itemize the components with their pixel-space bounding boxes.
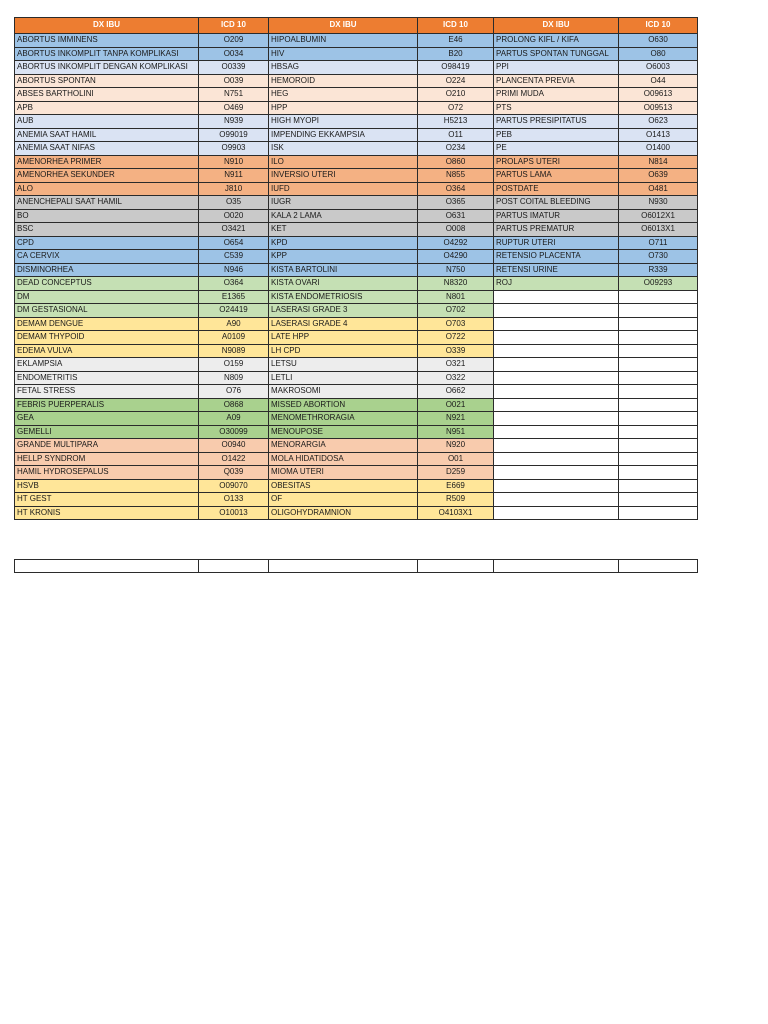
cell-dx-ibu-1: FETAL STRESS: [15, 385, 199, 399]
cell-dx-ibu-3: PRIMI MUDA: [494, 88, 619, 102]
cell-dx-ibu-2: KALA 2 LAMA: [269, 209, 418, 223]
cell-dx-ibu-1: AUB: [15, 115, 199, 129]
cell-icd10-3: [619, 358, 698, 372]
cell-icd10-2: O234: [418, 142, 494, 156]
cell-dx-ibu-2: HIV: [269, 47, 418, 61]
cell-icd10-3: [619, 385, 698, 399]
cell-icd10-1: O3421: [199, 223, 269, 237]
cell-dx-ibu-3: [494, 385, 619, 399]
cell-dx-ibu-3: [494, 290, 619, 304]
cell-icd10-1: E1365: [199, 290, 269, 304]
cell-dx-ibu-1: EDEMA VULVA: [15, 344, 199, 358]
table-row: [15, 439, 698, 453]
cell-dx-ibu-3: RUPTUR UTERI: [494, 236, 619, 250]
cell-icd10-1: N9089: [199, 344, 269, 358]
table-row: [15, 398, 698, 412]
cell-icd10-1: N939: [199, 115, 269, 129]
cell-icd10-1: O020: [199, 209, 269, 223]
cell-icd10-1: Q039: [199, 466, 269, 480]
table-row: [15, 142, 698, 156]
table-row: [15, 290, 698, 304]
cell-icd10-2: O008: [418, 223, 494, 237]
cell-dx-ibu-2: IMPENDING EKKAMPSIA: [269, 128, 418, 142]
cell-dx-ibu-3: [494, 344, 619, 358]
empty-row: [15, 560, 698, 573]
cell-dx-ibu-3: [494, 304, 619, 318]
cell-icd10-3: [619, 493, 698, 507]
cell-icd10-2: H5213: [418, 115, 494, 129]
cell-icd10-2: N920: [418, 439, 494, 453]
cell-icd10-2: N8320: [418, 277, 494, 291]
table-row: [15, 466, 698, 480]
empty-cell: [494, 560, 619, 573]
header-dx-ibu-2: DX IBU: [269, 18, 418, 34]
cell-dx-ibu-3: PARTUS PRESIPITATUS: [494, 115, 619, 129]
table-row: [15, 425, 698, 439]
cell-dx-ibu-2: MAKROSOMI: [269, 385, 418, 399]
cell-dx-ibu-3: PARTUS IMATUR: [494, 209, 619, 223]
cell-icd10-1: O039: [199, 74, 269, 88]
cell-dx-ibu-1: DEAD CONCEPTUS: [15, 277, 199, 291]
cell-icd10-2: N750: [418, 263, 494, 277]
cell-dx-ibu-3: [494, 479, 619, 493]
cell-dx-ibu-1: GEMELLI: [15, 425, 199, 439]
cell-dx-ibu-2: HIPOALBUMIN: [269, 34, 418, 48]
cell-icd10-2: O703: [418, 317, 494, 331]
cell-icd10-3: [619, 439, 698, 453]
cell-dx-ibu-1: DM GESTASIONAL: [15, 304, 199, 318]
cell-icd10-3: O1413: [619, 128, 698, 142]
cell-dx-ibu-1: ANEMIA SAAT HAMIL: [15, 128, 199, 142]
cell-icd10-1: O1422: [199, 452, 269, 466]
cell-icd10-2: O860: [418, 155, 494, 169]
cell-icd10-1: O654: [199, 236, 269, 250]
cell-dx-ibu-3: POST COITAL BLEEDING: [494, 196, 619, 210]
cell-icd10-3: O481: [619, 182, 698, 196]
cell-dx-ibu-1: DISMINORHEA: [15, 263, 199, 277]
cell-dx-ibu-2: KISTA ENDOMETRIOSIS: [269, 290, 418, 304]
cell-dx-ibu-3: RETENSI URINE: [494, 263, 619, 277]
empty-cell: [418, 560, 494, 573]
cell-dx-ibu-1: HELLP SYNDROM: [15, 452, 199, 466]
cell-icd10-3: O09613: [619, 88, 698, 102]
cell-dx-ibu-1: BSC: [15, 223, 199, 237]
cell-dx-ibu-1: AMENORHEA SEKUNDER: [15, 169, 199, 183]
cell-icd10-2: N801: [418, 290, 494, 304]
cell-dx-ibu-1: FEBRIS PUERPERALIS: [15, 398, 199, 412]
cell-dx-ibu-2: LETLI: [269, 371, 418, 385]
cell-icd10-2: O662: [418, 385, 494, 399]
cell-dx-ibu-3: [494, 439, 619, 453]
cell-dx-ibu-1: ANENCHEPALI SAAT HAMIL: [15, 196, 199, 210]
cell-icd10-2: O210: [418, 88, 494, 102]
table-row: [15, 196, 698, 210]
cell-icd10-1: O76: [199, 385, 269, 399]
cell-icd10-1: O159: [199, 358, 269, 372]
empty-cell: [199, 560, 269, 573]
cell-dx-ibu-1: DM: [15, 290, 199, 304]
cell-dx-ibu-2: ISK: [269, 142, 418, 156]
cell-icd10-2: O021: [418, 398, 494, 412]
cell-icd10-1: A90: [199, 317, 269, 331]
cell-dx-ibu-1: HT GEST: [15, 493, 199, 507]
cell-dx-ibu-2: OF: [269, 493, 418, 507]
cell-icd10-1: J810: [199, 182, 269, 196]
cell-icd10-3: O6012X1: [619, 209, 698, 223]
cell-dx-ibu-3: PROLAPS UTERI: [494, 155, 619, 169]
icd-table: [14, 17, 698, 520]
cell-icd10-3: O09513: [619, 101, 698, 115]
cell-icd10-3: O6013X1: [619, 223, 698, 237]
cell-icd10-1: N910: [199, 155, 269, 169]
header-dx-ibu-3: DX IBU: [494, 18, 619, 34]
cell-icd10-3: [619, 506, 698, 520]
cell-icd10-1: O30099: [199, 425, 269, 439]
table-row: [15, 128, 698, 142]
cell-icd10-2: O4290: [418, 250, 494, 264]
cell-icd10-3: [619, 304, 698, 318]
cell-icd10-3: [619, 452, 698, 466]
cell-dx-ibu-2: KPD: [269, 236, 418, 250]
cell-icd10-3: O623: [619, 115, 698, 129]
table-row: [15, 74, 698, 88]
table-row: [15, 223, 698, 237]
table-row: [15, 412, 698, 426]
table-row: [15, 493, 698, 507]
cell-dx-ibu-2: MENOMETHRORAGIA: [269, 412, 418, 426]
cell-dx-ibu-3: [494, 452, 619, 466]
cell-icd10-2: R509: [418, 493, 494, 507]
table-row: [15, 236, 698, 250]
cell-dx-ibu-2: MOLA HIDATIDOSA: [269, 452, 418, 466]
cell-icd10-2: O339: [418, 344, 494, 358]
cell-dx-ibu-1: ABORTUS INKOMPLIT DENGAN KOMPLIKASI: [15, 61, 199, 75]
table-row: [15, 317, 698, 331]
cell-icd10-3: R339: [619, 263, 698, 277]
cell-icd10-1: O0940: [199, 439, 269, 453]
cell-icd10-3: O639: [619, 169, 698, 183]
cell-icd10-1: O09070: [199, 479, 269, 493]
cell-icd10-1: O0339: [199, 61, 269, 75]
cell-dx-ibu-2: MENOUPOSE: [269, 425, 418, 439]
cell-icd10-1: A09: [199, 412, 269, 426]
cell-dx-ibu-1: ABORTUS INKOMPLIT TANPA KOMPLIKASI: [15, 47, 199, 61]
empty-row-table: [14, 559, 698, 573]
cell-dx-ibu-2: OLIGOHYDRAMNION: [269, 506, 418, 520]
table-row: [15, 506, 698, 520]
cell-icd10-3: O630: [619, 34, 698, 48]
cell-icd10-3: [619, 290, 698, 304]
cell-icd10-2: O631: [418, 209, 494, 223]
empty-cell: [15, 560, 199, 573]
cell-dx-ibu-1: ABORTUS SPONTAN: [15, 74, 199, 88]
cell-dx-ibu-3: [494, 371, 619, 385]
empty-cell: [619, 560, 698, 573]
cell-icd10-2: N921: [418, 412, 494, 426]
cell-dx-ibu-1: AMENORHEA PRIMER: [15, 155, 199, 169]
table-row: [15, 209, 698, 223]
cell-dx-ibu-2: KISTA BARTOLINI: [269, 263, 418, 277]
table-row: [15, 277, 698, 291]
cell-dx-ibu-3: ROJ: [494, 277, 619, 291]
cell-icd10-3: [619, 331, 698, 345]
cell-icd10-1: O034: [199, 47, 269, 61]
cell-dx-ibu-1: HSVB: [15, 479, 199, 493]
cell-icd10-2: D259: [418, 466, 494, 480]
cell-icd10-2: O01: [418, 452, 494, 466]
cell-dx-ibu-2: HEG: [269, 88, 418, 102]
cell-dx-ibu-3: [494, 317, 619, 331]
cell-dx-ibu-3: [494, 412, 619, 426]
cell-icd10-2: O72: [418, 101, 494, 115]
cell-icd10-2: O364: [418, 182, 494, 196]
cell-icd10-2: E669: [418, 479, 494, 493]
cell-icd10-3: [619, 317, 698, 331]
cell-dx-ibu-2: LETSU: [269, 358, 418, 372]
cell-icd10-2: O224: [418, 74, 494, 88]
cell-dx-ibu-2: IUFD: [269, 182, 418, 196]
cell-icd10-1: O35: [199, 196, 269, 210]
cell-icd10-3: O09293: [619, 277, 698, 291]
cell-icd10-3: O730: [619, 250, 698, 264]
table-body: [15, 34, 698, 520]
cell-dx-ibu-3: RETENSIO PLACENTA: [494, 250, 619, 264]
cell-dx-ibu-2: MENORARGIA: [269, 439, 418, 453]
cell-dx-ibu-1: GEA: [15, 412, 199, 426]
cell-dx-ibu-2: HBSAG: [269, 61, 418, 75]
cell-dx-ibu-3: [494, 466, 619, 480]
cell-icd10-3: [619, 479, 698, 493]
table-row: [15, 304, 698, 318]
cell-icd10-1: N946: [199, 263, 269, 277]
cell-dx-ibu-2: INVERSIO UTERI: [269, 169, 418, 183]
cell-dx-ibu-3: [494, 506, 619, 520]
cell-icd10-3: O711: [619, 236, 698, 250]
cell-icd10-3: [619, 398, 698, 412]
table-row: [15, 115, 698, 129]
cell-dx-ibu-1: HAMIL HYDROSEPALUS: [15, 466, 199, 480]
cell-icd10-3: O80: [619, 47, 698, 61]
table-row: [15, 385, 698, 399]
cell-icd10-1: O99019: [199, 128, 269, 142]
cell-dx-ibu-1: ANEMIA SAAT NIFAS: [15, 142, 199, 156]
table-row: [15, 34, 698, 48]
cell-dx-ibu-1: APB: [15, 101, 199, 115]
cell-icd10-1: O209: [199, 34, 269, 48]
cell-icd10-2: E46: [418, 34, 494, 48]
cell-dx-ibu-2: KISTA OVARI: [269, 277, 418, 291]
cell-icd10-1: O469: [199, 101, 269, 115]
table-row: [15, 101, 698, 115]
cell-dx-ibu-3: [494, 425, 619, 439]
cell-icd10-3: N930: [619, 196, 698, 210]
table-row: [15, 155, 698, 169]
cell-dx-ibu-3: PARTUS LAMA: [494, 169, 619, 183]
table-row: [15, 452, 698, 466]
cell-icd10-1: O364: [199, 277, 269, 291]
cell-icd10-1: A0109: [199, 331, 269, 345]
cell-icd10-1: N809: [199, 371, 269, 385]
cell-dx-ibu-1: HT KRONIS: [15, 506, 199, 520]
cell-icd10-3: N814: [619, 155, 698, 169]
cell-dx-ibu-1: CPD: [15, 236, 199, 250]
cell-icd10-3: [619, 371, 698, 385]
cell-dx-ibu-2: MISSED ABORTION: [269, 398, 418, 412]
cell-dx-ibu-1: CA CERVIX: [15, 250, 199, 264]
cell-dx-ibu-1: BO: [15, 209, 199, 223]
table-row: [15, 331, 698, 345]
cell-icd10-2: N951: [418, 425, 494, 439]
cell-icd10-1: N911: [199, 169, 269, 183]
cell-icd10-3: O1400: [619, 142, 698, 156]
cell-dx-ibu-2: OBESITAS: [269, 479, 418, 493]
cell-dx-ibu-2: HPP: [269, 101, 418, 115]
cell-dx-ibu-2: LATE HPP: [269, 331, 418, 345]
cell-dx-ibu-2: KPP: [269, 250, 418, 264]
cell-icd10-1: O24419: [199, 304, 269, 318]
cell-icd10-1: O133: [199, 493, 269, 507]
cell-icd10-2: O722: [418, 331, 494, 345]
cell-dx-ibu-2: MIOMA UTERI: [269, 466, 418, 480]
cell-dx-ibu-1: ENDOMETRITIS: [15, 371, 199, 385]
cell-dx-ibu-1: ABSES BARTHOLINI: [15, 88, 199, 102]
cell-dx-ibu-2: HIGH MYOPI: [269, 115, 418, 129]
cell-icd10-3: [619, 344, 698, 358]
cell-icd10-2: O11: [418, 128, 494, 142]
cell-dx-ibu-2: LASERASI GRADE 3: [269, 304, 418, 318]
cell-dx-ibu-3: POSTDATE: [494, 182, 619, 196]
cell-dx-ibu-3: PROLONG KIFL / KIFA: [494, 34, 619, 48]
table-row: [15, 182, 698, 196]
cell-dx-ibu-3: PEB: [494, 128, 619, 142]
cell-dx-ibu-3: PLANCENTA PREVIA: [494, 74, 619, 88]
cell-dx-ibu-2: IUGR: [269, 196, 418, 210]
cell-dx-ibu-2: LASERASI GRADE 4: [269, 317, 418, 331]
cell-icd10-2: O98419: [418, 61, 494, 75]
cell-dx-ibu-3: PARTUS SPONTAN TUNGGAL: [494, 47, 619, 61]
cell-dx-ibu-3: PTS: [494, 101, 619, 115]
cell-icd10-2: N855: [418, 169, 494, 183]
cell-icd10-1: N751: [199, 88, 269, 102]
cell-dx-ibu-3: PE: [494, 142, 619, 156]
header-dx-ibu-1: DX IBU: [15, 18, 199, 34]
cell-icd10-3: O6003: [619, 61, 698, 75]
table-row: [15, 88, 698, 102]
cell-dx-ibu-3: [494, 493, 619, 507]
cell-dx-ibu-1: DEMAM THYPOID: [15, 331, 199, 345]
cell-icd10-2: O4292: [418, 236, 494, 250]
cell-dx-ibu-3: [494, 398, 619, 412]
cell-icd10-2: O365: [418, 196, 494, 210]
table-row: [15, 344, 698, 358]
table-row: [15, 47, 698, 61]
cell-icd10-2: O322: [418, 371, 494, 385]
table-row: [15, 169, 698, 183]
table-row: [15, 358, 698, 372]
cell-dx-ibu-1: GRANDE MULTIPARA: [15, 439, 199, 453]
table-row: [15, 479, 698, 493]
cell-dx-ibu-1: ALO: [15, 182, 199, 196]
header-row: [15, 18, 698, 34]
cell-icd10-1: O10013: [199, 506, 269, 520]
cell-dx-ibu-1: EKLAMPSIA: [15, 358, 199, 372]
header-icd10-2: ICD 10: [418, 18, 494, 34]
header-icd10-3: ICD 10: [619, 18, 698, 34]
cell-dx-ibu-2: ILO: [269, 155, 418, 169]
table-row: [15, 250, 698, 264]
cell-icd10-2: O4103X1: [418, 506, 494, 520]
cell-icd10-2: O702: [418, 304, 494, 318]
cell-icd10-3: [619, 466, 698, 480]
empty-cell: [269, 560, 418, 573]
cell-icd10-1: O9903: [199, 142, 269, 156]
cell-icd10-2: O321: [418, 358, 494, 372]
cell-dx-ibu-3: PPI: [494, 61, 619, 75]
cell-dx-ibu-3: [494, 331, 619, 345]
table-row: [15, 263, 698, 277]
cell-dx-ibu-3: [494, 358, 619, 372]
cell-icd10-3: O44: [619, 74, 698, 88]
cell-icd10-2: B20: [418, 47, 494, 61]
cell-dx-ibu-2: LH CPD: [269, 344, 418, 358]
cell-dx-ibu-1: ABORTUS IMMINENS: [15, 34, 199, 48]
table-row: [15, 61, 698, 75]
cell-dx-ibu-1: DEMAM DENGUE: [15, 317, 199, 331]
cell-icd10-3: [619, 425, 698, 439]
cell-dx-ibu-3: PARTUS PREMATUR: [494, 223, 619, 237]
cell-dx-ibu-2: HEMOROID: [269, 74, 418, 88]
cell-icd10-1: C539: [199, 250, 269, 264]
cell-icd10-1: O868: [199, 398, 269, 412]
cell-dx-ibu-2: KET: [269, 223, 418, 237]
cell-icd10-3: [619, 412, 698, 426]
header-icd10-1: ICD 10: [199, 18, 269, 34]
table-row: [15, 371, 698, 385]
